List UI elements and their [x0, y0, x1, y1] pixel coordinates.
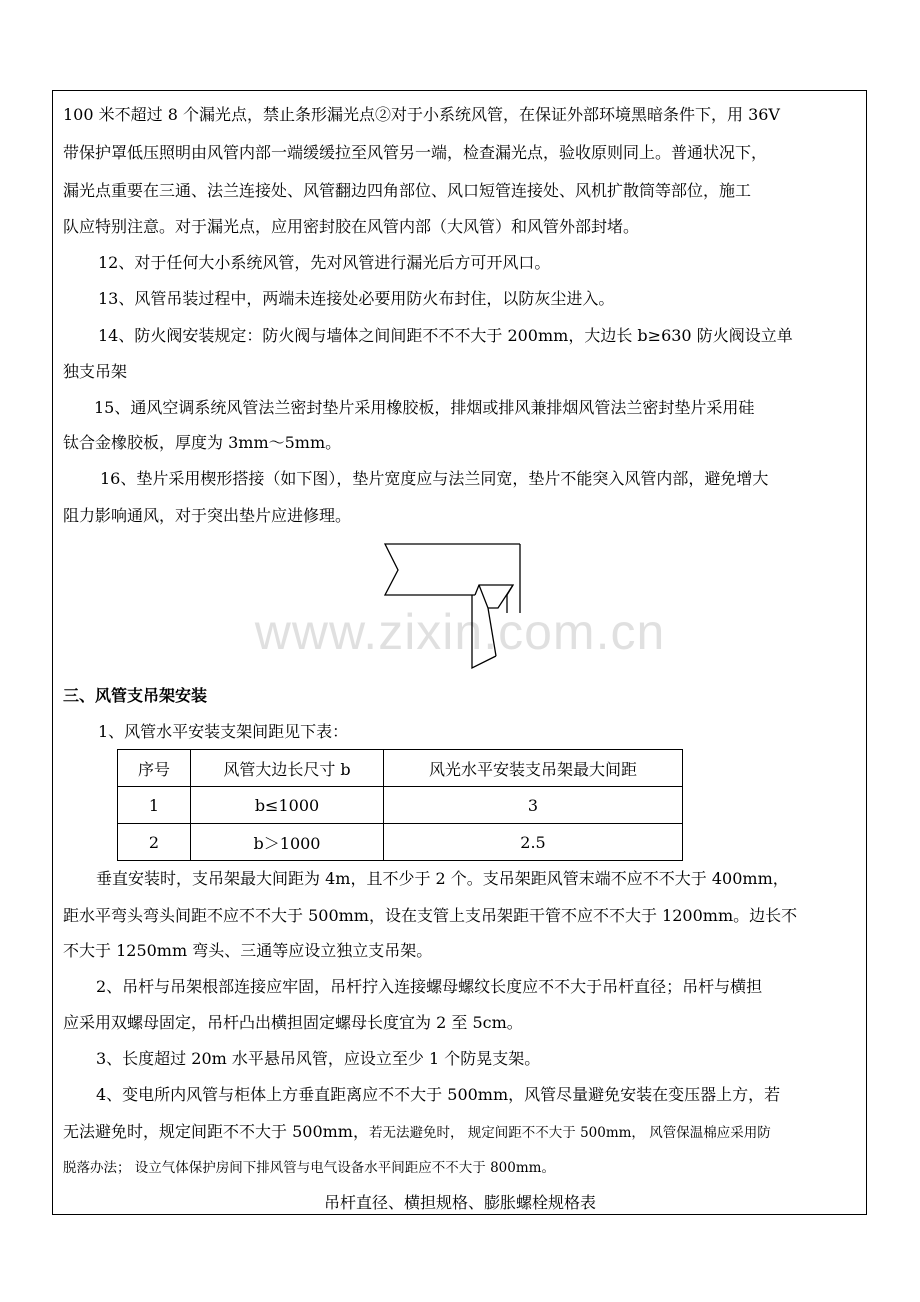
item-13: 13、风管吊装过程中，两端未连接处必要用防火布封住，以防灰尘进入。 [98, 289, 615, 308]
table-cell: 2.5 [384, 824, 683, 861]
watermark: www.zixin.com.cn [254, 604, 666, 660]
intro-line-3: 漏光点重要在三通、法兰连接处、风管翻边四角部位、风口短管连接处、风机扩散筒等部位，施工 [63, 181, 752, 200]
vertical-line-3: 不大于 1250mm 弯头、三通等应设立独立支吊架。 [63, 941, 433, 960]
table-caption: 吊杆直径、横担规格、膨胀螺栓规格表 [323, 1193, 596, 1212]
section-3-item-1: 1、风管水平安装支架间距见下表： [98, 722, 349, 741]
table-cell: b＞1000 [191, 824, 384, 861]
item-16-line-2: 阻力影响通风，对于突出垫片应进修理。 [63, 506, 352, 525]
table-header-cell: 风光水平安装支吊架最大间距 [384, 750, 683, 787]
table-cell: 3 [384, 787, 683, 824]
table-header-cell: 风管大边长尺寸 b [191, 750, 384, 787]
table-cell: 1 [118, 787, 191, 824]
intro-line-2: 带保护罩低压照明由风管内部一端缓缓拉至风管另一端，检查漏光点，验收原则同上。普通状况下， [63, 143, 768, 162]
table-cell: 2 [118, 824, 191, 861]
item-4-line-2b: 若无法避免时， 规定间距不不大于 500mm， 风管保温棉应采用防 [368, 1125, 771, 1141]
item-15-line-2: 钛合金橡胶板，厚度为 3mm～5mm。 [63, 433, 342, 452]
item-4-line-2a: 无法避免时，规定间距不不大于 500mm， [63, 1122, 369, 1141]
table-row [118, 824, 683, 861]
item-15-line-1: 15、通风空调系统风管法兰密封垫片采用橡胶板，排烟或排风兼排烟风管法兰密封垫片采用硅 [94, 398, 755, 417]
table-header-cell: 序号 [118, 750, 191, 787]
item-14-line-1: 14、防火阀安装规定：防火阀与墙体之间间距不不不大于 200mm，大边长 b≥630 防火阀设立单 [98, 326, 793, 345]
vertical-line-1: 垂直安装时，支吊架最大间距为 4m，且不少于 2 个。支吊架距风管末端不应不不大于 400mm， [96, 869, 789, 888]
table-cell: b≤1000 [191, 787, 384, 824]
item-14-line-2: 独支吊架 [63, 362, 128, 381]
section-3-item-2-line-1: 2、吊杆与吊架根部连接应牢固，吊杆拧入连接螺母螺纹长度应不不大于吊杆直径；吊杆与横担 [96, 977, 763, 996]
item-16-line-1: 16、垫片采用楔形搭接（如下图），垫片宽度应与法兰同宽，垫片不能突入风管内部，避免增大 [100, 469, 769, 488]
section-3-title: 三、风管支吊架安装 [63, 686, 208, 705]
intro-line-1: 100 米不超过 8 个漏光点，禁止条形漏光点②对于小系统风管，在保证外部环境黑暗条件下，用 36V [63, 105, 780, 124]
section-3-item-2-line-2: 应采用双螺母固定，吊杆凸出横担固定螺母长度宜为 2 至 5cm。 [63, 1013, 523, 1032]
vertical-line-2: 距水平弯头弯头间距不应不不大于 500mm，设在支管上支吊架距干管不应不不大于 1200mm。边长不 [63, 906, 798, 925]
table-row [118, 787, 683, 824]
section-3-item-4-line-3: 脱落办法； 设立气体保护房间下排风管与电气设备水平间距应不不大于 800mm。 [63, 1160, 555, 1176]
table-header-row [118, 750, 683, 787]
section-3-item-3: 3、长度超过 20m 水平悬吊风管，应设立至少 1 个防晃支架。 [96, 1049, 541, 1068]
support-spacing-table [117, 749, 683, 861]
intro-line-4: 队应特别注意。对于漏光点，应用密封胶在风管内部（大风管）和风管外部封堵。 [63, 217, 640, 236]
section-3-item-4-line-1: 4、变电所内风管与柜体上方垂直距离应不不大于 500mm，风管尽量避免安装在变压器上方，若 [96, 1085, 781, 1104]
item-12: 12、对于任何大小系统风管，先对风管进行漏光后方可开风口。 [98, 253, 551, 272]
section-3-item-4-line-2 [63, 1122, 771, 1143]
